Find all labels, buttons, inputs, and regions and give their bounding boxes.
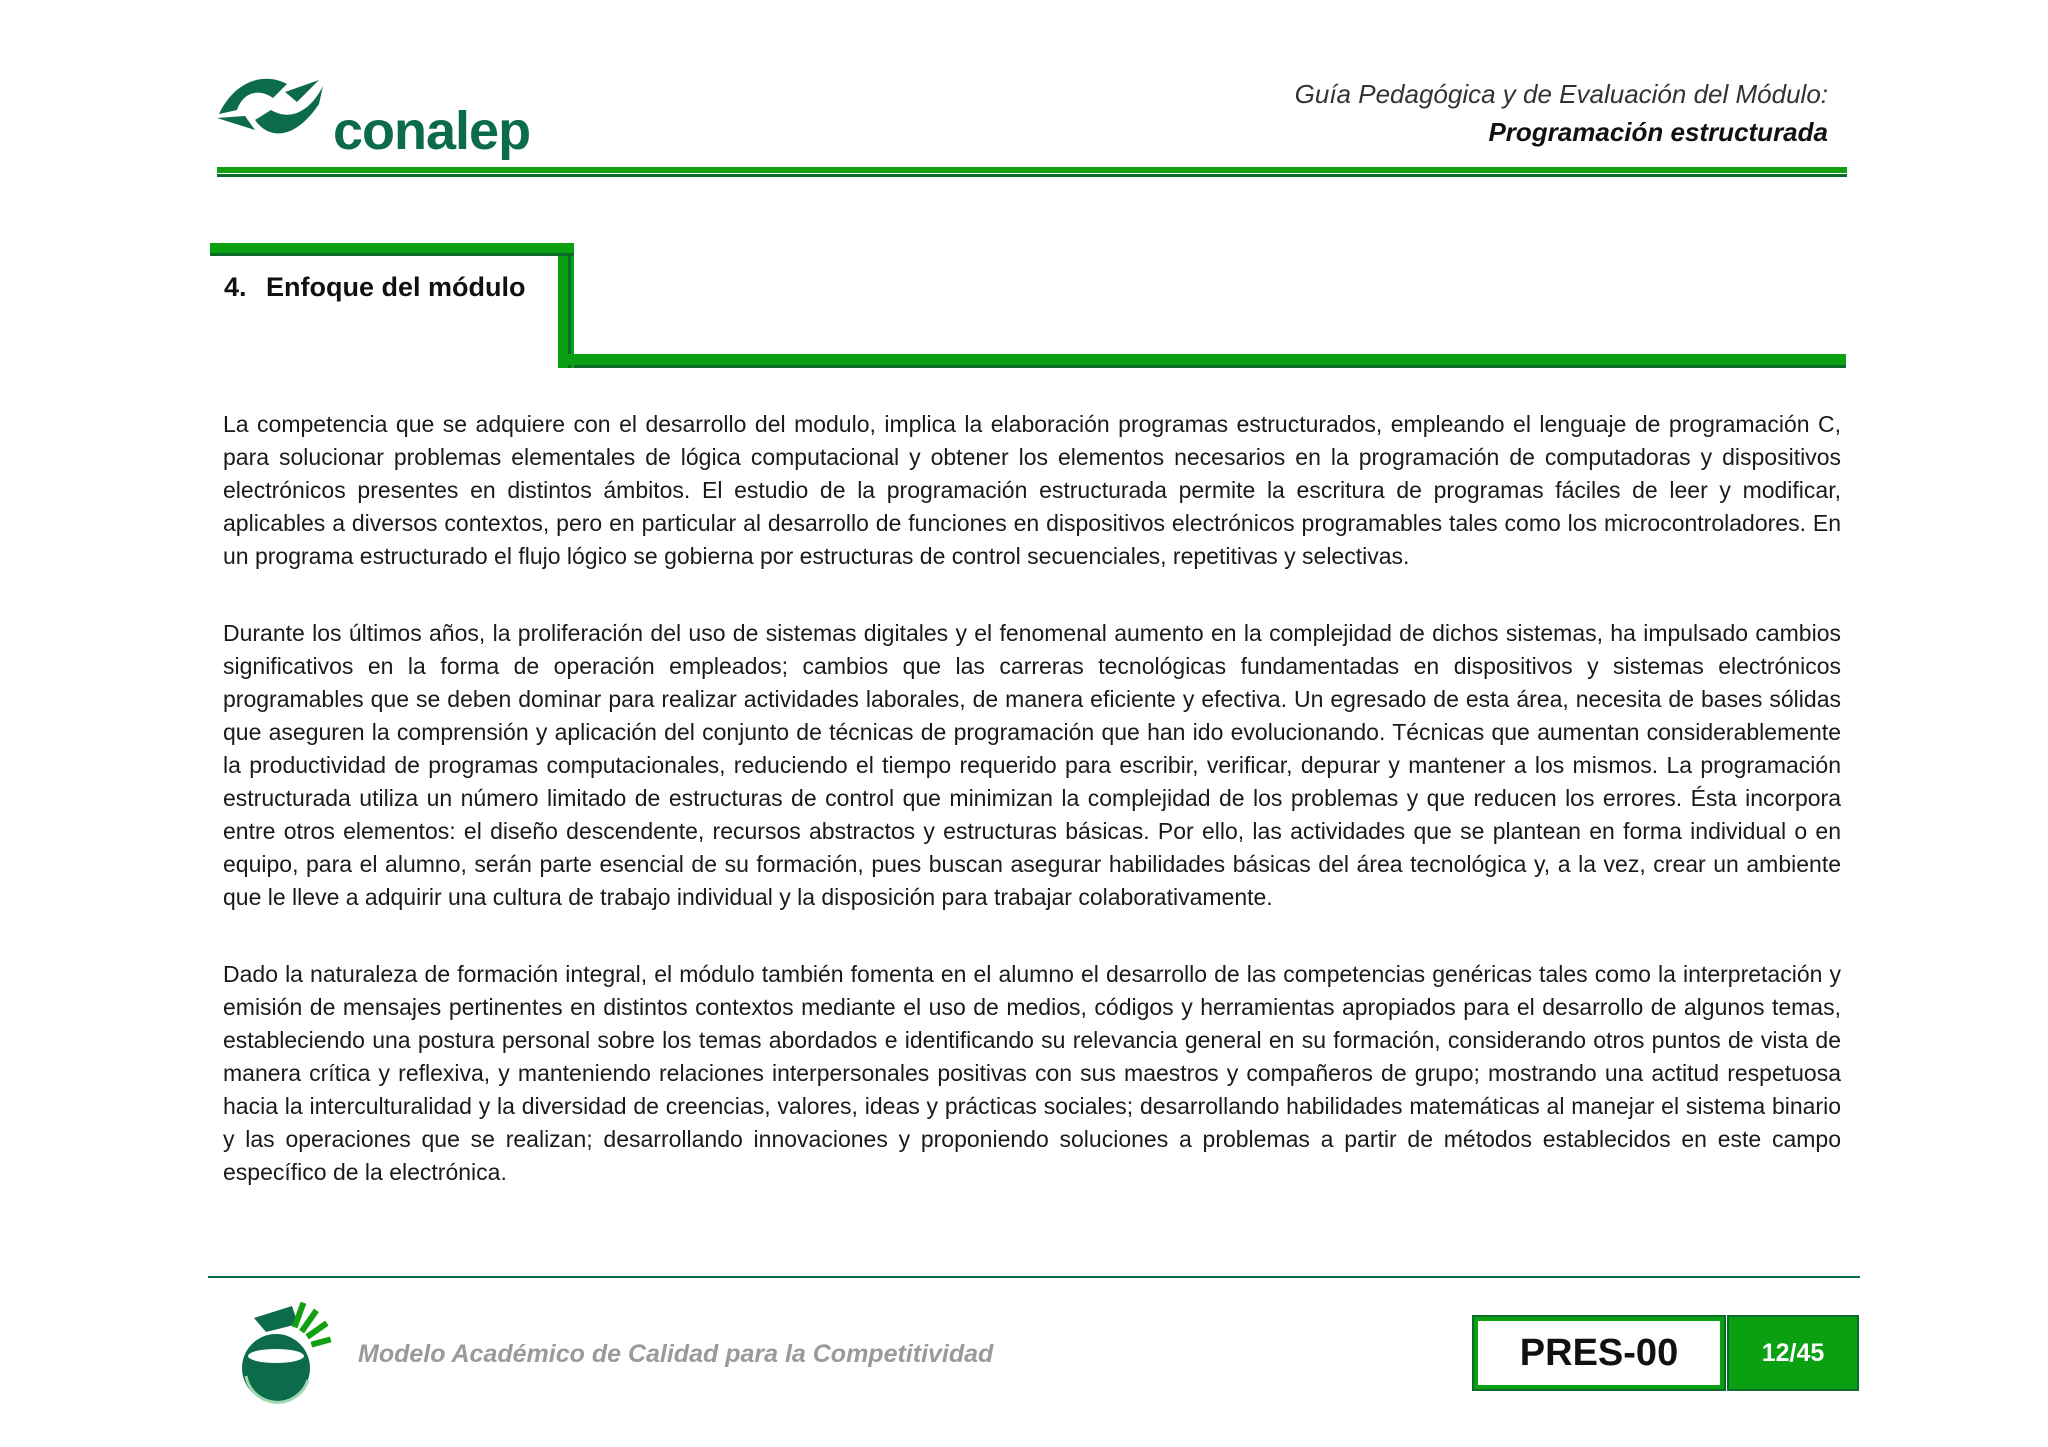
footer-divider: [208, 1276, 1860, 1278]
page-number: 12/45: [1761, 1338, 1825, 1367]
header-divider-shadow: [217, 174, 1847, 177]
body-content: [223, 408, 1841, 1233]
section-title: Enfoque del módulo: [266, 272, 526, 302]
paragraph: La competencia que se adquiere con el desarrollo del modulo, implica la elaboración programas estructurados, empleando el lenguaje de programación C, para solucionar problemas elementales de lógica computacional y obtener los elementos necesarios en la programación de computadoras y dispositivos electrónicos presentes en distintos ámbitos. El estudio de la programación estructurada permite la escritura de programas fáciles de leer y modificar, aplicables a diversos contextos, pero en particular al desarrollo de funciones en dispositivos electrónicos programables tales como los microcontroladores. En un programa estructurado el flujo lógico se gobierna por estructuras de control secuenciales, repetitivas y selectivas.: [223, 411, 1841, 569]
section-frame-vertical: [558, 256, 574, 368]
conalep-brand-text: conalep: [333, 101, 531, 161]
header-divider: [217, 167, 1847, 173]
section-frame-bottom: [558, 354, 1846, 365]
paragraph: Dado la naturaleza de formación integral, el módulo también fomenta en el alumno el desarrollo de las competencias genéricas tales como la interpretación y emisión de mensajes pertinentes en distintos contextos mediante el uso de medios, códigos y herramientas apropiados para el desarrollo de algunos temas, estableciendo una postura personal sobre los temas abordados e identificando su relevancia general en su formación, considerando otros puntos de vista de manera crítica y reflexiva, y manteniendo relaciones interpersonales positivas con sus maestros y compañeros de grupo; mostrando una actitud respetuosa hacia la interculturalidad y la diversidad de creencias, valores, ideas y prácticas sociales; desarrollando habilidades matemáticas al manejar el sistema binario y las operaciones que se realizan; desarrollando innovaciones y proponiendo soluciones a problemas a partir de métodos establecidos en este campo específico de la electrónica.: [223, 961, 1841, 1185]
document-code: PRES-00: [1519, 1331, 1679, 1374]
paragraph: Durante los últimos años, la proliferación del uso de sistemas digitales y el fenomenal aumento en la complejidad de dichos sistemas, ha impulsado cambios significativos en la forma de operación empleados; cambios que las carreras tecnológicas fundamentadas en dispositivos y sistemas electrónicos programables que se deben dominar para realizar actividades laborales, de manera eficiente y efectiva. Un egresado de esta área, necesita de bases sólidas que aseguren la comprensión y aplicación del conjunto de técnicas de programación que han ido evolucionando. Técnicas que aumentan considerablemente la productividad de programas computacionales, reduciendo el tiempo requerido para escribir, verificar, depurar y mantener a los mismos. La programación estructurada utiliza un número limitado de estructuras de control que minimizan la complejidad de los problemas y que reducen los errores. Ésta incorpora entre otros elementos: el diseño descendente, recursos abstractos y estructuras básicas. Por ello, las actividades que se plantean en forma individual o en equipo, para el alumno, serán parte esencial de su formación, pues buscan asegurar habilidades básicas del área tecnológica y, a la vez, crear un ambiente que le lleve a adquirir una cultura de trabajo individual y la disposición para trabajar colaborativamente.: [223, 620, 1841, 910]
section-frame-vertical-shadow: [568, 256, 571, 368]
document-code-box: [1474, 1317, 1724, 1389]
section-frame-top-shadow: [210, 253, 574, 256]
conalep-logo: [215, 70, 531, 161]
section-frame-top: [210, 243, 574, 253]
section-frame-bottom-shadow: [574, 365, 1846, 368]
section-heading: [224, 272, 525, 303]
module-name: Programación estructurada: [1488, 117, 1828, 147]
quality-model-seal-icon: [226, 1296, 336, 1406]
conalep-logo-mark-icon: [215, 70, 327, 146]
document-header: [1295, 76, 1828, 152]
guide-title: Guía Pedagógica y de Evaluación del Módulo:: [1294, 79, 1828, 109]
footer-model-text: Modelo Académico de Calidad para la Competitividad: [358, 1340, 994, 1368]
section-number: 4.: [224, 272, 247, 302]
page-number-box: [1729, 1317, 1857, 1389]
